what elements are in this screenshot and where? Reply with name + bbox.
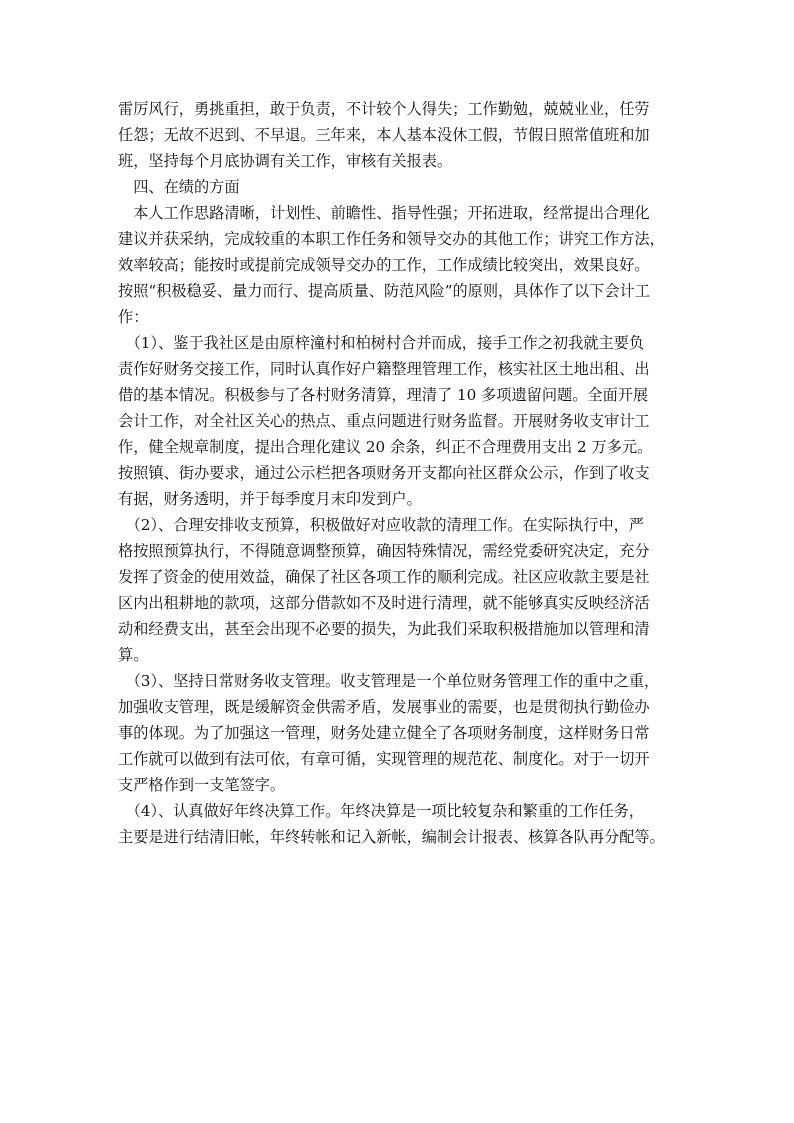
text-line: 按照“积极稳妥、量力而行、提高质量、防范风险”的原则，具体作了以下会计工 — [118, 282, 650, 300]
text-line: 作： — [118, 308, 149, 326]
text-line: 有据，财务透明，并于每季度月末印发到户。 — [118, 490, 422, 508]
paragraph — [118, 200, 686, 330]
text-line: 加强收支管理，既是缓解资金供需矛盾，发展事业的需要，也是贯彻执行勤俭办 — [118, 698, 650, 716]
text-line: 动和经费支出，甚至会出现不必要的损失，为此我们采取积极措施加以管理和清 — [118, 620, 650, 638]
text-line: 发挥了资金的使用效益，确保了社区各项工作的顺利完成。社区应收款主要是社 — [118, 568, 650, 586]
text-line: 效率较高；能按时或提前完成领导交办的工作，工作成绩比较突出，效果良好。 — [118, 256, 650, 274]
text-line: 事的体现。为了加强这一管理，财务处建立健全了各项财务制度，这样财务日常 — [118, 724, 650, 742]
text-line: 工作就可以做到有法可依，有章可循，实现管理的规范花、制度化。对于一切开 — [118, 750, 650, 768]
text-line: 会计工作，对全社区关心的热点、重点问题进行财务监督。开展财务收支审计工 — [118, 412, 650, 430]
text-line: 算。 — [118, 646, 149, 664]
paragraph — [118, 96, 686, 174]
text-line: 区内出租耕地的款项，这部分借款如不及时进行清理，就不能够真实反映经济活 — [118, 594, 650, 612]
text-line: 建议并获采纳，完成较重的本职工作任务和领导交办的其他工作；讲究工作方法， — [118, 230, 665, 248]
text-line: （4）、认真做好年终决算工作。年终决算是一项比较复杂和繁重的工作任务， — [118, 802, 645, 820]
text-line: 任怨；无故不迟到、不早退。三年来，本人基本没休工假，节假日照常值班和加 — [118, 126, 650, 144]
text-line: （2）、合理安排收支预算，积极做好对应收款的清理工作。在实际执行中，严 — [118, 516, 645, 534]
text-line: 主要是进行结清旧帐，年终转帐和记入新帐，编制会计报表、核算各队再分配等。 — [118, 828, 665, 846]
text-line: 借的基本情况。积极参与了各村财务清算，理清了 10 多项遗留问题。全面开展 — [118, 386, 649, 404]
text-line: 四、在绩的方面 — [118, 178, 240, 196]
text-line: 按照镇、街办要求，通过公示栏把各项财务开支都向社区群众公示，作到了收支 — [118, 464, 650, 482]
text-line: （1）、鉴于我社区是由原梓潼村和柏树村合并而成，接手工作之初我就主要负 — [118, 334, 645, 352]
text-line: 雷厉风行，勇挑重担，敢于负责，不计较个人得失；工作勤勉，兢兢业业，任劳 — [118, 100, 650, 118]
paragraph — [118, 330, 686, 512]
text-line: 本人工作思路清晰，计划性、前瞻性、指导性强；开拓进取，经常提出合理化 — [118, 204, 650, 222]
paragraph — [118, 512, 686, 668]
text-line: 责作好财务交接工作，同时认真作好户籍整理管理工作，核实社区土地出租、出 — [118, 360, 650, 378]
paragraph — [118, 798, 686, 850]
text-line: 班，坚持每个月底协调有关工作，审核有关报表。 — [118, 152, 453, 170]
text-line: 作，健全规章制度，提出合理化建议 20 余条，纠正不合理费用支出 2 万多元。 — [118, 438, 653, 456]
section-heading — [118, 174, 686, 200]
text-line: 格按照预算执行，不得随意调整预算，确因特殊情况，需经党委研究决定，充分 — [118, 542, 650, 560]
text-line: （3）、坚持日常财务收支管理。收支管理是一个单位财务管理工作的重中之重， — [118, 672, 660, 690]
document-body — [118, 96, 686, 850]
text-line: 支严格作到一支笔签字。 — [118, 776, 286, 794]
paragraph — [118, 668, 686, 798]
